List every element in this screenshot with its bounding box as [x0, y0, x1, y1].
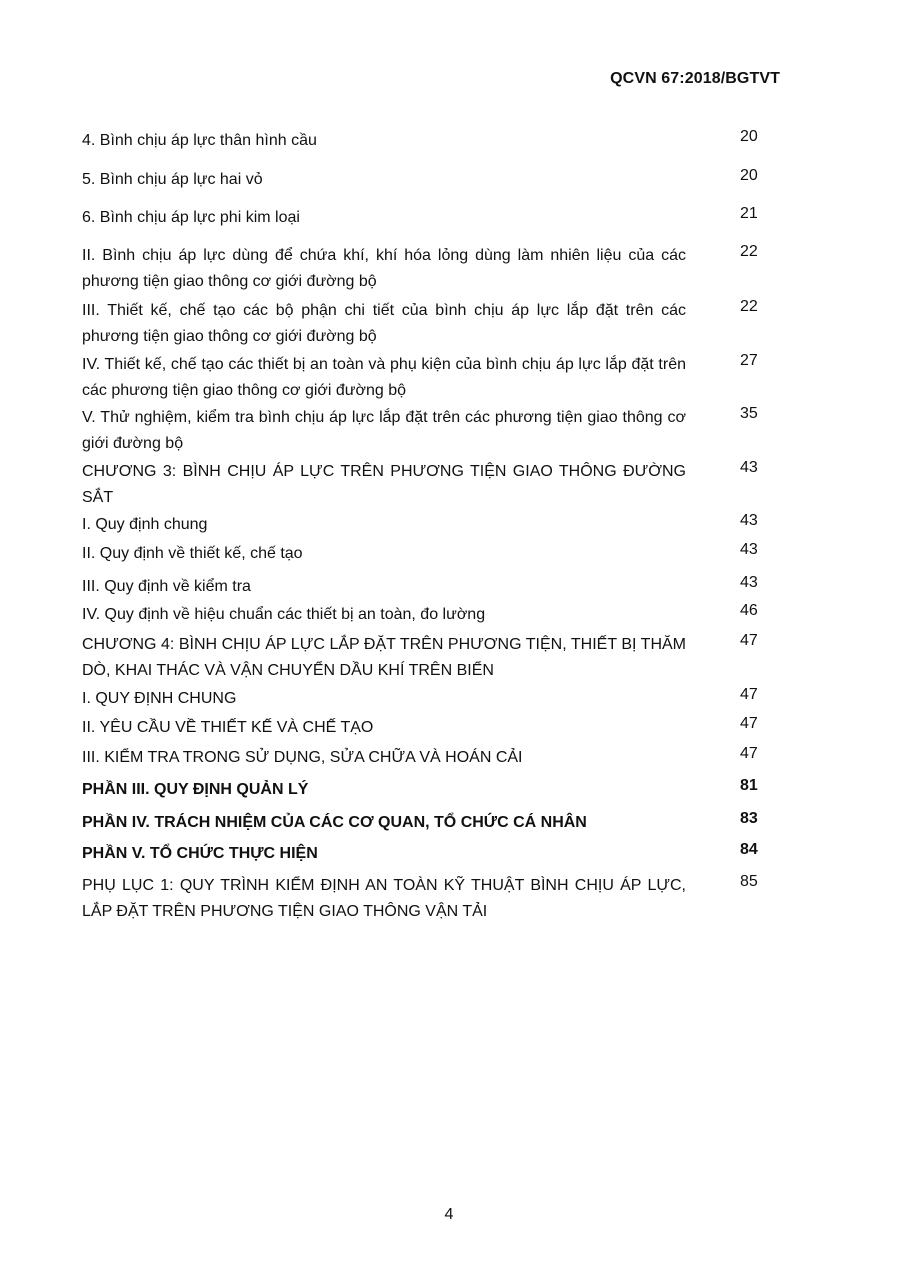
toc-entry-page: 43	[740, 512, 758, 529]
toc-entry-title: 4. Bình chịu áp lực thân hình cầu	[82, 132, 317, 149]
toc-entry-title: V. Thử nghiệm, kiểm tra bình chịu áp lực lắp đặt trên các phương tiện giao thông cơ giới đường bộ	[82, 409, 686, 452]
toc-entry-title: II. Quy định về thiết kế, chế tạo	[82, 545, 303, 562]
toc-entry-title: II. YÊU CẦU VỀ THIẾT KẾ VÀ CHẾ TẠO	[82, 719, 374, 736]
toc-entry-page: 43	[740, 574, 758, 591]
toc-entry-title: IV. Quy định về hiệu chuẩn các thiết bị an toàn, đo lường	[82, 606, 486, 623]
toc-entry-title: III. Quy định về kiểm tra	[82, 578, 251, 595]
toc-entry-page: 27	[740, 352, 758, 369]
toc-entry-title: III. Thiết kế, chế tạo các bộ phận chi tiết của bình chịu áp lực lắp đặt trên các phương tiện giao thông cơ giới đường bộ	[82, 302, 686, 345]
toc-entry-title: 5. Bình chịu áp lực hai vỏ	[82, 171, 263, 188]
toc-entry-page: 47	[740, 632, 758, 649]
toc-entry-page: 22	[740, 243, 758, 260]
toc-entry-title: PHẦN IV. TRÁCH NHIỆM CỦA CÁC CƠ QUAN, TỔ CHỨC CÁ NHÂN	[82, 814, 587, 831]
toc-entry-title: IV. Thiết kế, chế tạo các thiết bị an toàn và phụ kiện của bình chịu áp lực lắp đặt trên các phương tiện giao thông cơ giới đường bộ	[82, 356, 686, 399]
page-number: 4	[444, 1206, 454, 1223]
toc-entry-page: 43	[740, 541, 758, 558]
toc-entry-page: 20	[740, 167, 758, 184]
toc-entry-title: I. QUY ĐỊNH CHUNG	[82, 690, 237, 707]
toc-entry-page: 46	[740, 602, 758, 619]
toc-entry-title: PHẦN V. TỔ CHỨC THỰC HIỆN	[82, 845, 318, 862]
toc-entry-page: 21	[740, 205, 758, 222]
toc-entry-page: 81	[740, 777, 758, 794]
toc-entry-title: CHƯƠNG 4: BÌNH CHỊU ÁP LỰC LẮP ĐẶT TRÊN PHƯƠNG TIỆN, THIẾT BỊ THĂM DÒ, KHAI THÁC VÀ VẬN CHUYỂN DẦU KHÍ TRÊN BIỂN	[82, 636, 686, 679]
toc-entry-page: 47	[740, 745, 758, 762]
toc-entry-title: II. Bình chịu áp lực dùng để chứa khí, khí hóa lỏng dùng làm nhiên liệu của các phương tiện giao thông cơ giới đường bộ	[82, 247, 686, 290]
toc-entry-title: PHẦN III. QUY ĐỊNH QUẢN LÝ	[82, 781, 309, 798]
toc-entry-title: III. KIỂM TRA TRONG SỬ DỤNG, SỬA CHỮA VÀ HOÁN CẢI	[82, 749, 523, 766]
toc-entry-page: 20	[740, 128, 758, 145]
toc-entry-title: PHỤ LỤC 1: QUY TRÌNH KIỂM ĐỊNH AN TOÀN KỸ THUẬT BÌNH CHỊU ÁP LỰC, LẮP ĐẶT TRÊN PHƯƠNG TIỆN GIAO THÔNG VẬN TẢI	[82, 877, 686, 920]
toc-entry-page: 22	[740, 298, 758, 315]
toc-entry-page: 84	[740, 841, 758, 858]
toc-entry-title: I. Quy định chung	[82, 516, 208, 533]
toc-entry-page: 43	[740, 459, 758, 476]
table-of-contents	[82, 0, 782, 1270]
document-code: QCVN 67:2018/BGTVT	[610, 70, 780, 87]
toc-entry-page: 35	[740, 405, 758, 422]
toc-entry-page: 83	[740, 810, 758, 827]
toc-entry-page: 47	[740, 686, 758, 703]
toc-entry-title: 6. Bình chịu áp lực phi kim loại	[82, 209, 300, 226]
toc-entry-page: 85	[740, 873, 758, 890]
toc-entry-title: CHƯƠNG 3: BÌNH CHỊU ÁP LỰC TRÊN PHƯƠNG TIỆN GIAO THÔNG ĐƯỜNG SẮT	[82, 463, 686, 506]
toc-entry-page: 47	[740, 715, 758, 732]
